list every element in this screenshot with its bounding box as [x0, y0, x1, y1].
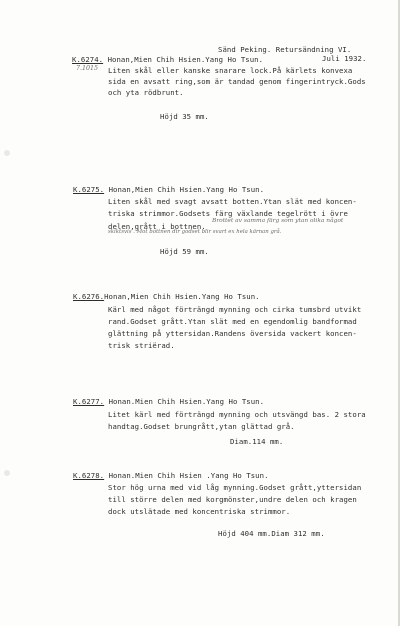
- entry-3-text-line: rand.Godset grått.Ytan slät med en egendomlig bandformad: [108, 317, 357, 326]
- entry-2-text-line: delen,grått i bottnen.: [108, 222, 206, 231]
- handwritten-note-line: skiktsvis . Mot bottnen dir godset blir svart ex hela kärnan grå.: [108, 229, 282, 235]
- entry-site: Honan,Mien Chih Hsien.Yang Ho Tsun.: [108, 185, 265, 194]
- entry-site: Honan,Mien Chih Hsien.Yang Ho Tsun.: [107, 55, 264, 64]
- entry-4-text-line: handtag.Godset brungrått,ytan glättad grå.: [108, 422, 295, 431]
- entry-4-heading: [73, 397, 264, 406]
- catalog-number: K.6274.: [72, 55, 104, 64]
- entry-1-heading: [72, 55, 263, 64]
- entry-5-heading: [73, 471, 269, 480]
- entry-site: Honan.Mien Chih Hsien .Yang Ho Tsun.: [108, 471, 269, 480]
- entry-5-measure: Höjd 404 mm.Diam 312 mm.: [218, 529, 325, 538]
- entry-site: Honan.Mien Chih Hsien.Yang Ho Tsun.: [108, 397, 265, 406]
- entry-1-text-line: och yta rödbrunt.: [108, 88, 184, 97]
- catalog-number: K.6278.: [73, 471, 105, 480]
- handwritten-annotation: 7.1015: [76, 65, 99, 72]
- handwritten-note-line: Brottet av samma färg som ytan olika något: [212, 218, 344, 224]
- entry-3-text-line: glättning på yttersidan.Randens översida vackert koncen-: [108, 329, 357, 338]
- entry-5-text-line: till större delen med korgmönster,undre delen och kragen: [108, 495, 357, 504]
- binder-hole: [4, 150, 10, 156]
- catalog-number: K.6277.: [73, 397, 105, 406]
- binder-hole: [4, 470, 10, 476]
- entry-3-heading: [73, 292, 260, 301]
- entry-5-text-line: Stor hög urna med vid låg mynning.Godset grått,yttersidan: [108, 483, 362, 492]
- entry-1-text-line: sida en avsatt ring,som är tandad genom fingerintryck.Gods: [108, 77, 366, 86]
- entry-1-measure: Höjd 35 mm.: [160, 112, 209, 121]
- entry-site: Honan,Mien Chih Hsien.Yang Ho Tsun.: [104, 292, 260, 301]
- entry-2-text-line: Liten skål med svagt avsatt botten.Ytan slät med koncen-: [108, 197, 357, 206]
- entry-4-text-line: Litet kärl med förträngd mynning och utsvängd bas. 2 stora: [108, 410, 366, 419]
- header-shipment: Sänd Peking. Retursändning VI.: [218, 45, 352, 54]
- entry-2-text-line: triska strimmor.Godsets färg växlande tegelrött i övre: [108, 209, 348, 218]
- entry-2-measure: Höjd 59 mm.: [160, 247, 209, 256]
- entry-2-heading: [73, 185, 264, 194]
- catalog-number: K.6276.: [73, 292, 105, 301]
- entry-1-text-line: Liten skål eller kanske snarare lock.På kärlets konvexa: [108, 66, 353, 75]
- entry-5-text-line: dock utslätade med koncentriska strimmor.: [108, 507, 291, 516]
- entry-4-measure: Diam.114 mm.: [230, 437, 284, 446]
- header-date: Juli 1932.: [322, 54, 367, 63]
- catalog-number: K.6275.: [73, 185, 105, 194]
- entry-3-text-line: Kärl med något förträngd mynning och cirka tumsbrd utvikt: [108, 305, 362, 314]
- entry-3-text-line: trisk striërad.: [108, 341, 175, 350]
